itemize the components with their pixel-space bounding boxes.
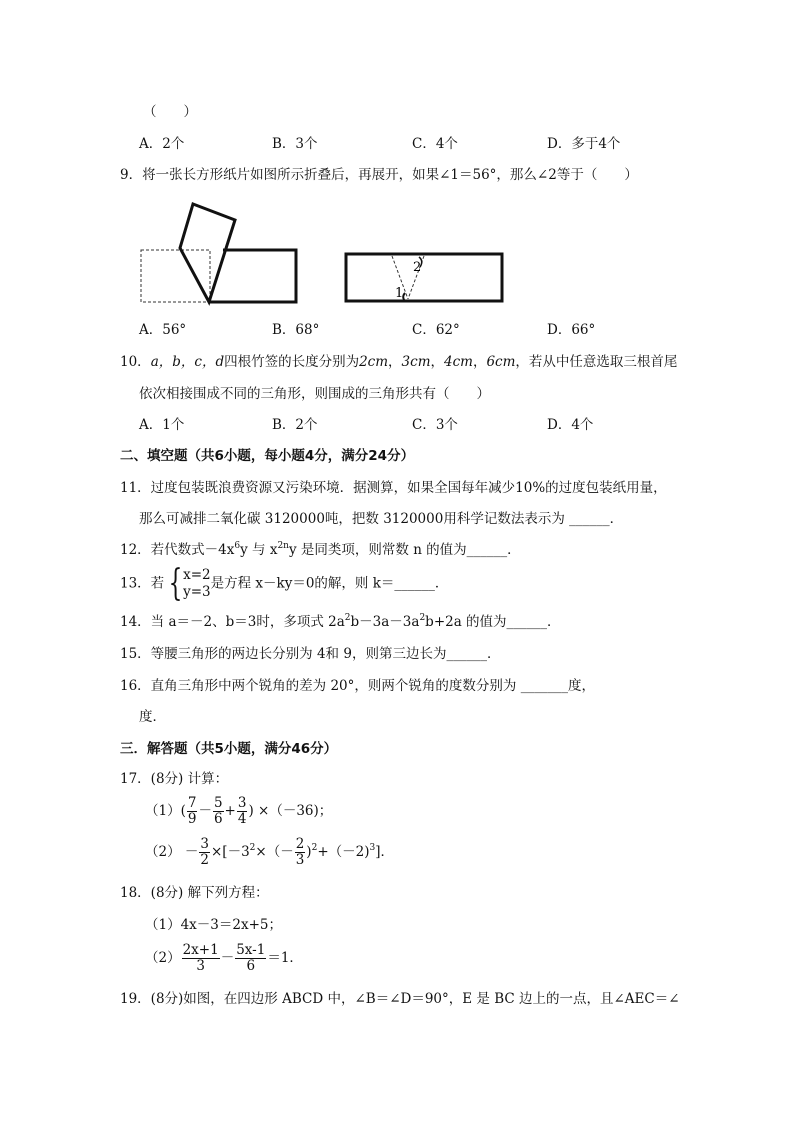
system-brace: { bbox=[168, 563, 183, 604]
q9-option-c: C．62° bbox=[412, 322, 460, 338]
q8-option-a: A．2个 bbox=[139, 136, 185, 152]
q16-line1: 16．直角三角形中两个锐角的差为 20°，则两个锐角的度数分别为 _______度， bbox=[120, 678, 595, 694]
angle-arc-1 bbox=[403, 293, 405, 300]
q11-line1: 11．过度包装既浪费资源又污染环境．据测算，如果全国每年减少10%的过度包装纸用量， bbox=[120, 480, 667, 496]
section-3-title: 三．解答题（共5小题，满分46分） bbox=[120, 741, 338, 757]
q13: 13．若 { x=2 y=3 是方程 x－ky＝0的解，则 k＝______． bbox=[120, 563, 449, 604]
q17-part1: （1）( $\frac{7}{9}$ － $\frac{5}{6}$ + $\frac{3}{4}$ ) ×（－36)； bbox=[145, 795, 333, 827]
q11-line2: 那么可减排二氧化碳 3120000吨，把数 3120000用科学记数法表示为 ______． bbox=[139, 511, 624, 527]
q10-option-b: B．2个 bbox=[272, 417, 318, 433]
equation-system: x=2 y=3 bbox=[183, 567, 211, 600]
fraction: $\frac{2x+1}{3}$ bbox=[182, 942, 219, 974]
q10-line1: 10．a，b，c，d四根竹签的长度分别为2cm，3cm，4cm，6cm，若从中任意选取三根首尾 bbox=[120, 354, 678, 370]
folded-flap bbox=[180, 204, 235, 302]
q9-figure bbox=[0, 195, 794, 315]
q10-option-c: C．3个 bbox=[412, 417, 458, 433]
q19-line1: 19．(8分)如图，在四边形 ABCD 中，∠B＝∠D＝90°，E 是 BC 边上的一点，且∠AEC＝∠ bbox=[120, 991, 680, 1007]
fraction: $\frac{7}{9}$ bbox=[187, 795, 197, 827]
section-2-title: 二、填空题（共6小题，每小题4分，满分24分） bbox=[120, 448, 415, 464]
q8-option-c: C．4个 bbox=[412, 136, 458, 152]
fraction: $\frac{3}{4}$ bbox=[237, 795, 247, 827]
q15: 15．等腰三角形的两边长分别为 4和 9，则第三边长为______． bbox=[120, 646, 501, 662]
q9-option-a: A．56° bbox=[139, 322, 187, 338]
fraction: $\frac{3}{2}$ bbox=[200, 836, 209, 868]
q8-paren: （ ） bbox=[143, 104, 197, 120]
q18-part2: （2） $\frac{2x+1}{3}$ － $\frac{5x-1}{6}$ ＝1． bbox=[145, 942, 303, 974]
q16-line2: 度． bbox=[139, 709, 166, 725]
q9-option-b: B．68° bbox=[272, 322, 320, 338]
q12: 12．若代数式$-4x^6y$ 与 $x^{2n}y$ 是同类项，则常数 n 的值为______． bbox=[120, 541, 521, 558]
q14: 14．当 a＝－2、b＝3时，多项式 $2a^2b-3a-3a^2b+2a$ 的值为______． bbox=[120, 613, 561, 630]
fraction: $\frac{2}{3}$ bbox=[295, 836, 305, 868]
q10-line2: 依次相接围成不同的三角形，则围成的三角形共有（ ） bbox=[139, 386, 490, 402]
q10-option-a: A．1个 bbox=[139, 417, 185, 433]
angle-label-1: 1 bbox=[395, 286, 404, 301]
q17-part2: （2） － $\frac{3}{2}$ $\times[-3^2\times(-$ $\frac{2}{3}$ )$^2$+（－2)$^3$]． bbox=[145, 836, 394, 868]
fraction: $\frac{5}{6}$ bbox=[213, 795, 223, 827]
angle-label-2: 2 bbox=[413, 260, 422, 275]
unfolded-strip bbox=[346, 254, 502, 301]
q18-part1: （1）4x－3＝2x+5； bbox=[145, 917, 282, 933]
q17-head: 17．(8分) 计算： bbox=[120, 771, 229, 787]
fold-dashed-outline bbox=[141, 250, 210, 302]
q8-option-d: D．多于4个 bbox=[547, 136, 621, 152]
q8-option-b: B．3个 bbox=[272, 136, 318, 152]
fraction: $\frac{5x-1}{6}$ bbox=[236, 942, 266, 974]
q9-option-d: D．66° bbox=[547, 322, 596, 338]
q10-option-d: D．4个 bbox=[547, 417, 594, 433]
q18-head: 18．(8分) 解下列方程： bbox=[120, 885, 269, 901]
q9-stem: 9．将一张长方形纸片如图所示折叠后，再展开，如果∠1＝56°，那么∠2等于（ ） bbox=[120, 167, 638, 183]
